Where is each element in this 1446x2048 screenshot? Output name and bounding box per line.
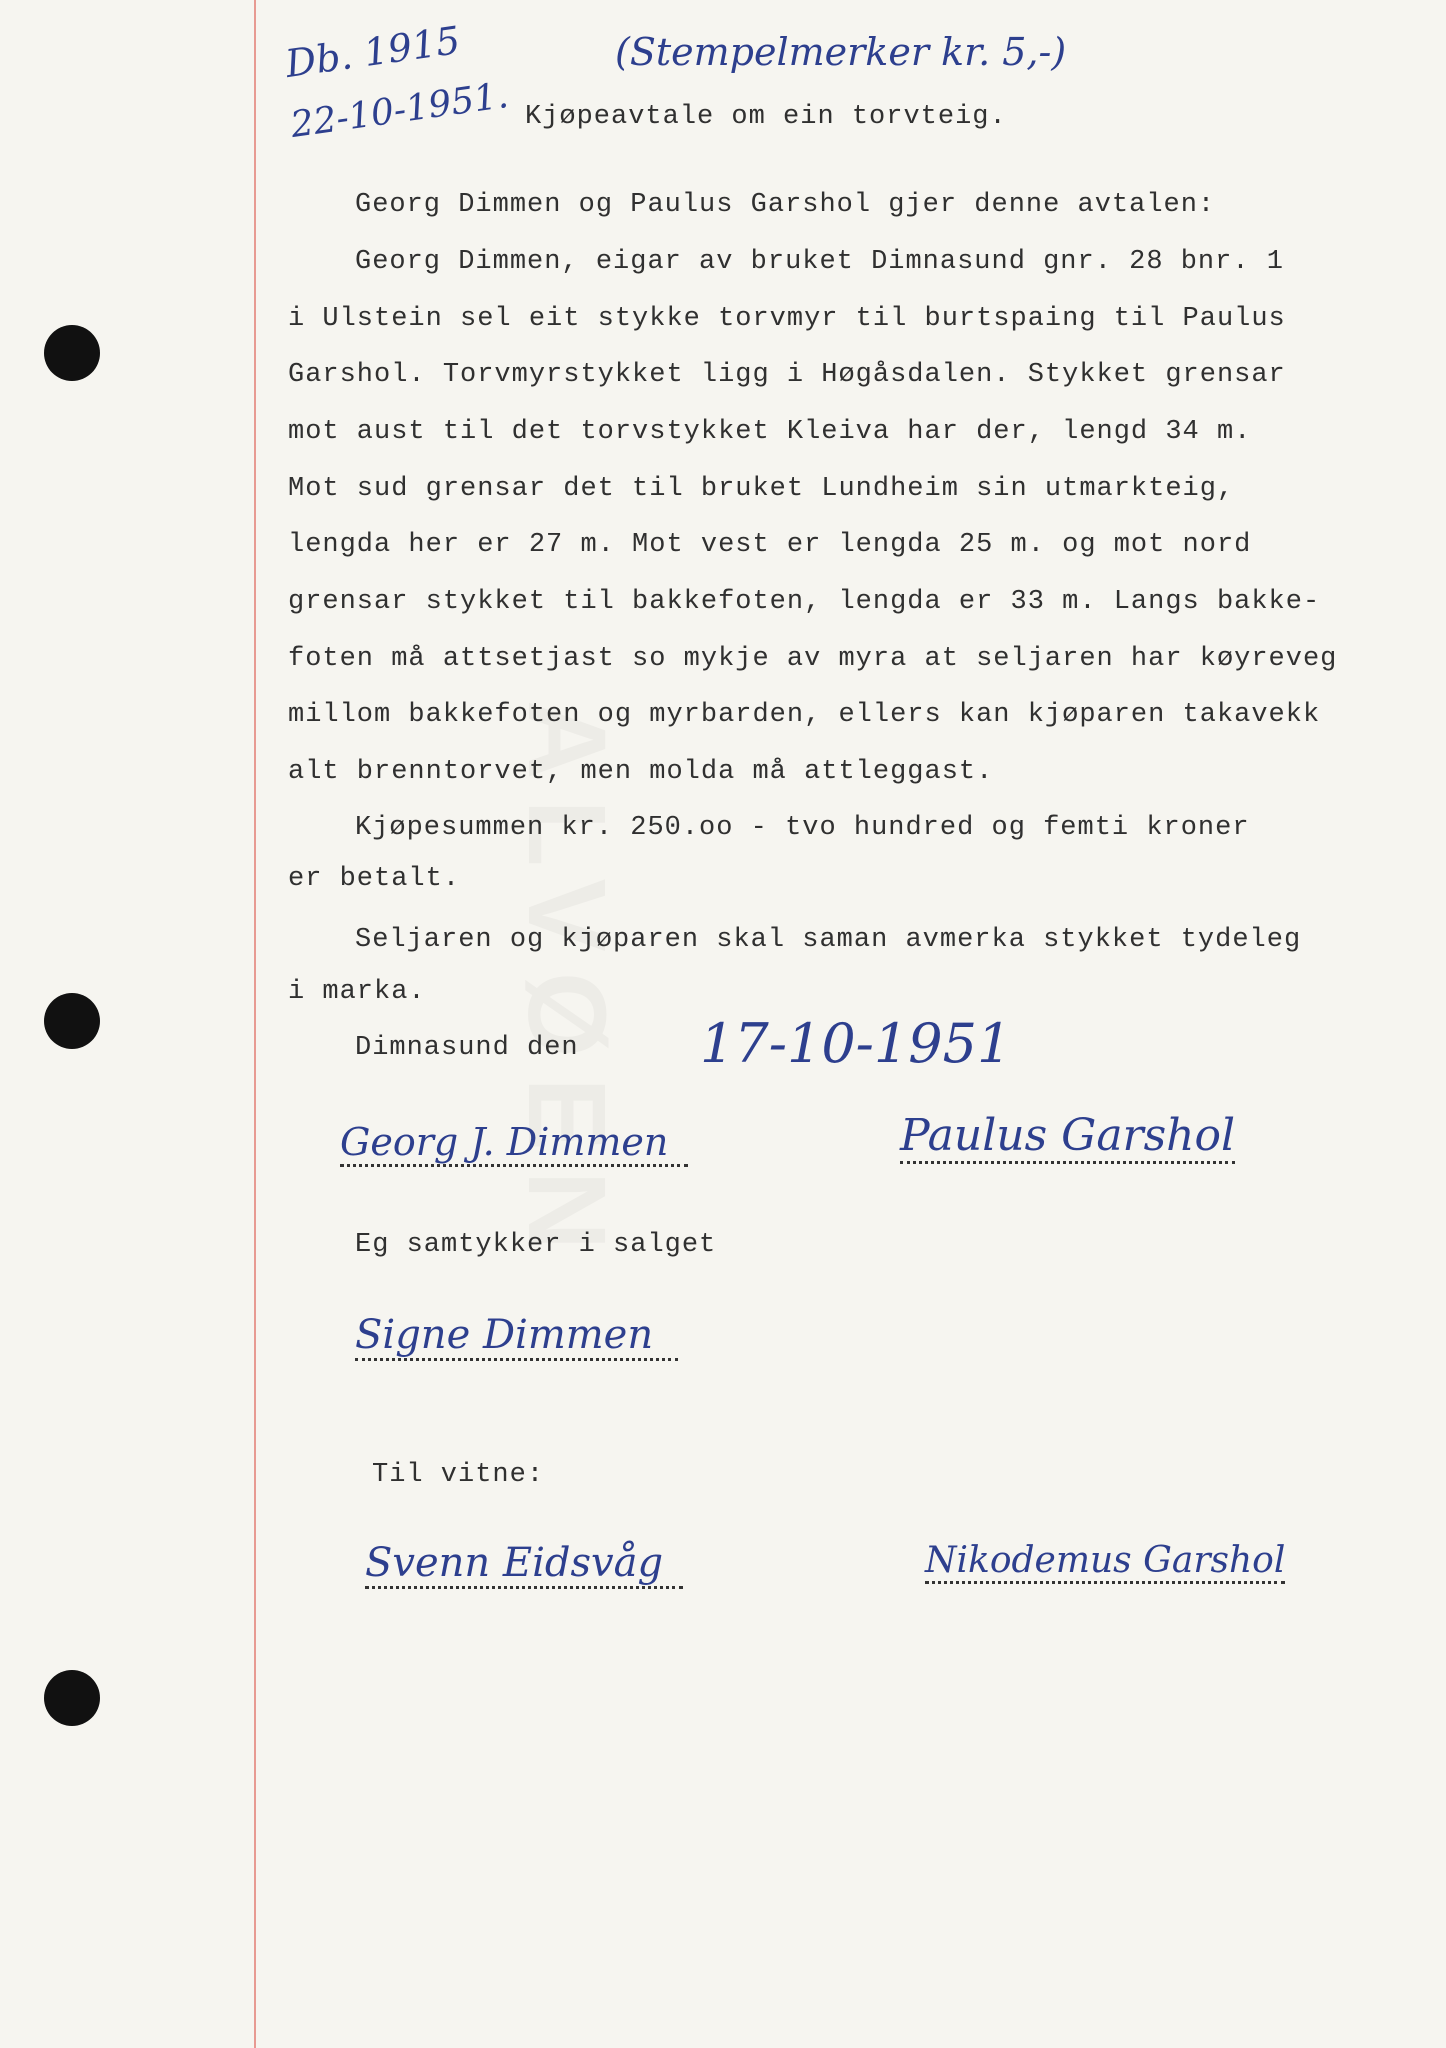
- registration-date: 22-10-1951.: [288, 74, 511, 147]
- place-label: Dimnasund den: [355, 1033, 579, 1063]
- body-line: Georg Dimmen, eigar av bruket Dimnasund gnr. 28 bnr. 1: [355, 247, 1284, 277]
- body-line: lengda her er 27 m. Mot vest er lengda 25 m. og mot nord: [288, 530, 1252, 560]
- document-title: Kjøpeavtale om ein torvteig.: [525, 102, 1007, 132]
- witness-signature-2: Nikodemus Garshol: [925, 1540, 1285, 1584]
- witness-label: Til vitne:: [372, 1460, 545, 1490]
- body-line: Seljaren og kjøparen skal saman avmerka stykket tydeleg: [355, 925, 1302, 955]
- punch-hole: [44, 325, 100, 381]
- body-line: er betalt.: [288, 864, 461, 894]
- registration-number: Db. 1915: [282, 17, 463, 87]
- body-line: Mot sud grensar det til bruket Lundheim sin utmarkteig,: [288, 474, 1235, 504]
- punch-hole: [44, 1670, 100, 1726]
- body-line: mot aust til det torvstykket Kleiva har der, lengd 34 m.: [288, 417, 1252, 447]
- spouse-signature: Signe Dimmen: [355, 1312, 678, 1361]
- body-line: Garshol. Torvmyrstykket ligg i Høgåsdalen. Stykket grensar: [288, 360, 1286, 390]
- body-line: i marka.: [288, 977, 426, 1007]
- punch-hole: [44, 993, 100, 1049]
- signing-date: 17-10-1951: [700, 1012, 1012, 1075]
- seller-signature: Georg J. Dimmen: [340, 1120, 688, 1167]
- body-line: i Ulstein sel eit stykke torvmyr til burtspaing til Paulus: [288, 304, 1286, 334]
- body-line: Kjøpesummen kr. 250.oo - tvo hundred og femti kroner: [355, 813, 1250, 843]
- margin-line: [254, 0, 256, 2048]
- body-line: Georg Dimmen og Paulus Garshol gjer denne avtalen:: [355, 190, 1216, 220]
- body-line: alt brenntorvet, men molda må attleggast.: [288, 757, 994, 787]
- body-line: millom bakkefoten og myrbarden, ellers kan kjøparen takavekk: [288, 700, 1321, 730]
- stamp-note: (Stempelmerker kr. 5,-): [615, 30, 1067, 74]
- consent-text: Eg samtykker i salget: [355, 1230, 717, 1260]
- buyer-signature: Paulus Garshol: [900, 1110, 1235, 1164]
- witness-signature-1: Svenn Eidsvåg: [365, 1540, 683, 1589]
- body-line: grensar stykket til bakkefoten, lengda er 33 m. Langs bakke-: [288, 587, 1321, 617]
- body-line: foten må attsetjast so mykje av myra at seljaren har køyreveg: [288, 644, 1338, 674]
